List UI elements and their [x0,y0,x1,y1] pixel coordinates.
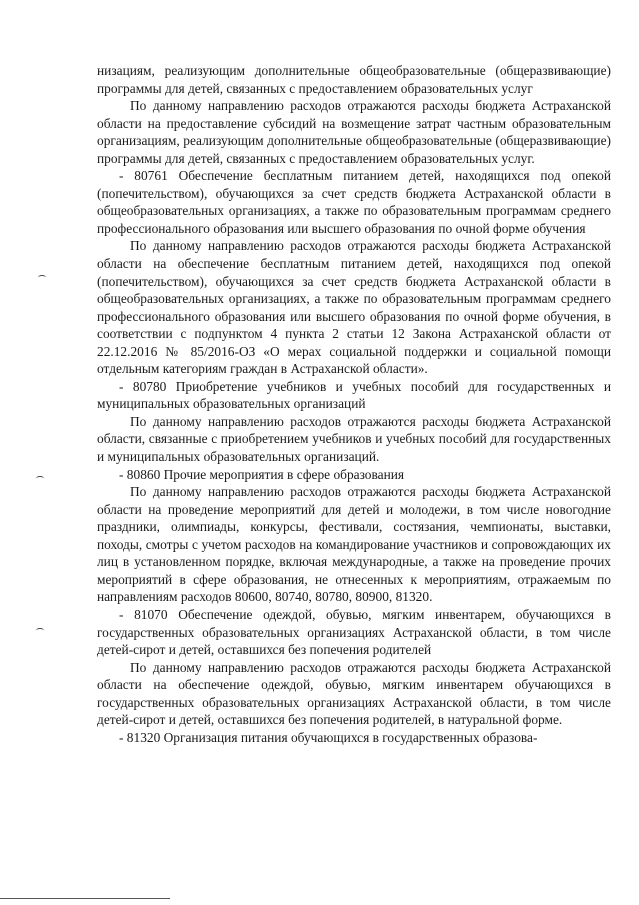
scan-punch-mark [38,275,46,280]
paragraph-continuation: низациям, реализующим дополнительные общеобразовательные (общеразвивающие) программы для детей, связанных с предоставлением образовательных услуг [97,63,611,96]
item-81070-heading: - 81070 Обеспечение одеждой, обувью, мягким инвентарем, обучающихся в государственных образовательных организациях Астраханской области, в том числе детей-сирот и детей, оставшихся без попечения родителей [97,606,611,658]
scan-punch-mark [36,476,44,481]
item-80780-heading: - 80780 Приобретение учебников и учебных пособий для государственных и муниципальных образовательных организаций [97,378,611,412]
item-80761-heading: - 80761 Обеспечение бесплатным питанием детей, находящихся под опекой (попечительством), обучающихся за счет средств бюджета Астраханской области в общеобразовательных организациях, а также по образовательным программам среднего профессионального образования или высшего образования по очной форме обучения [97,168,611,236]
paragraph-81070-description: По данному направлению расходов отражаются расходы бюджета Астраханской области на обеспечение одеждой, обувью, мягким инвентарем обучающихся в государственных образовательных организациях Астраханской области, в том числе детей-сирот и детей, оставшихся без попечения родителей, в натуральной форме. [97,659,611,728]
scan-punch-mark [36,628,44,633]
item-80860-heading: - 80860 Прочие мероприятия в сфере образования [119,466,405,482]
paragraph-80860-description: По данному направлению расходов отражаются расходы бюджета Астраханской области на проведение мероприятий для детей и молодежи, в том числе новогодние праздники, олимпиады, конкурсы, фестивали, состязания, чемпионаты, выставки, походы, смотры с учетом расходов на командирование участников и сопровождающих их лиц в установленном порядке, включая международные, а также на проведение прочих мероприятий в сфере образования, не отнесенных к мероприятиям, отражаемым по направлениям расходов 80600, 80740, 80780, 80900, 81320. [97,484,611,605]
item-81320-heading: - 81320 Организация питания обучающихся в государственных образова- [119,729,538,745]
paragraph-80780-description: По данному направлению расходов отражаются расходы бюджета Астраханской области, связанные с приобретением учебников и учебных пособий для государственных и муниципальных образовательных организаций. [97,413,611,465]
footer-rule [0,898,170,899]
paragraph-80761-description: По данному направлению расходов отражаются расходы бюджета Астраханской области на обеспечение бесплатным питанием детей, находящихся под опекой (попечительством), обучающихся за счет средств бюджета Астраханской области в общеобразовательных организациях, а также по образовательным программам среднего профессионального образования или высшего образования по очной форме обучения, в соответствии с подпунктом 4 пункта 2 статьи 12 Закона Астраханской области от 22.12.2016 № 85/2016-ОЗ «О мерах социальной поддержки и социальной помощи отдельным категориям граждан в Астраханской области». [97,238,611,377]
document-body [97,62,611,746]
paragraph-80740-description: По данному направлению расходов отражаются расходы бюджета Астраханской области на предоставление субсидий на возмещение затрат частным образовательным организациям, реализующим дополнительные общеобразовательные (общеразвивающие) программы для детей, связанных с предоставлением образовательных услуг. [97,98,611,166]
